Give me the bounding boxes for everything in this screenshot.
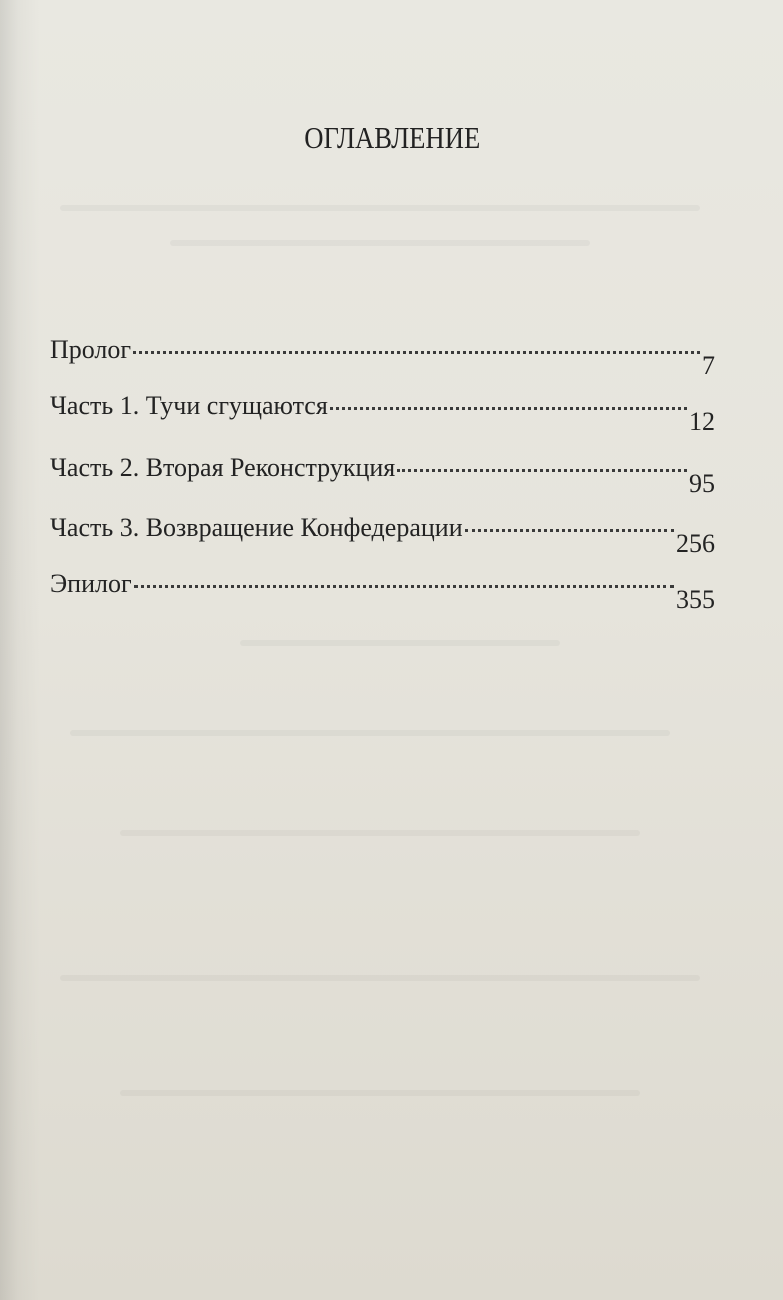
dot-leader xyxy=(465,529,674,532)
dot-leader xyxy=(397,469,687,472)
dot-leader xyxy=(133,351,700,354)
dot-leader xyxy=(330,407,687,410)
toc-entry-label: Часть 2. Вторая Реконструкция xyxy=(50,453,396,482)
toc-entry-page-number: 256 xyxy=(676,529,715,558)
page-title: ОГЛАВЛЕНИЕ xyxy=(304,120,481,155)
toc-entry-label: Пролог xyxy=(50,335,132,364)
toc-entry-label: Эпилог xyxy=(50,569,132,598)
dot-leader xyxy=(134,585,674,588)
toc-entry-part-3 xyxy=(50,513,715,558)
toc-entry-page-number: 95 xyxy=(689,469,715,498)
show-through-text xyxy=(60,975,700,981)
toc-entry-part-1 xyxy=(50,391,715,436)
toc-entry-page-number: 12 xyxy=(689,407,715,436)
show-through-text xyxy=(240,640,560,646)
toc-entry-part-2 xyxy=(50,453,715,498)
toc-entry-page-number: 355 xyxy=(676,585,715,614)
toc-entry-page-number: 7 xyxy=(702,351,715,380)
toc-entry-label: Часть 3. Возвращение Конфедерации xyxy=(50,513,463,542)
show-through-text xyxy=(170,240,590,246)
show-through-text xyxy=(70,730,670,736)
show-through-text xyxy=(60,205,700,211)
toc-entry-prologue xyxy=(50,335,715,380)
show-through-text xyxy=(120,830,640,836)
toc-entry-epilogue xyxy=(50,569,715,614)
toc-entry-label: Часть 1. Тучи сгущаются xyxy=(50,391,328,420)
show-through-text xyxy=(120,1090,640,1096)
